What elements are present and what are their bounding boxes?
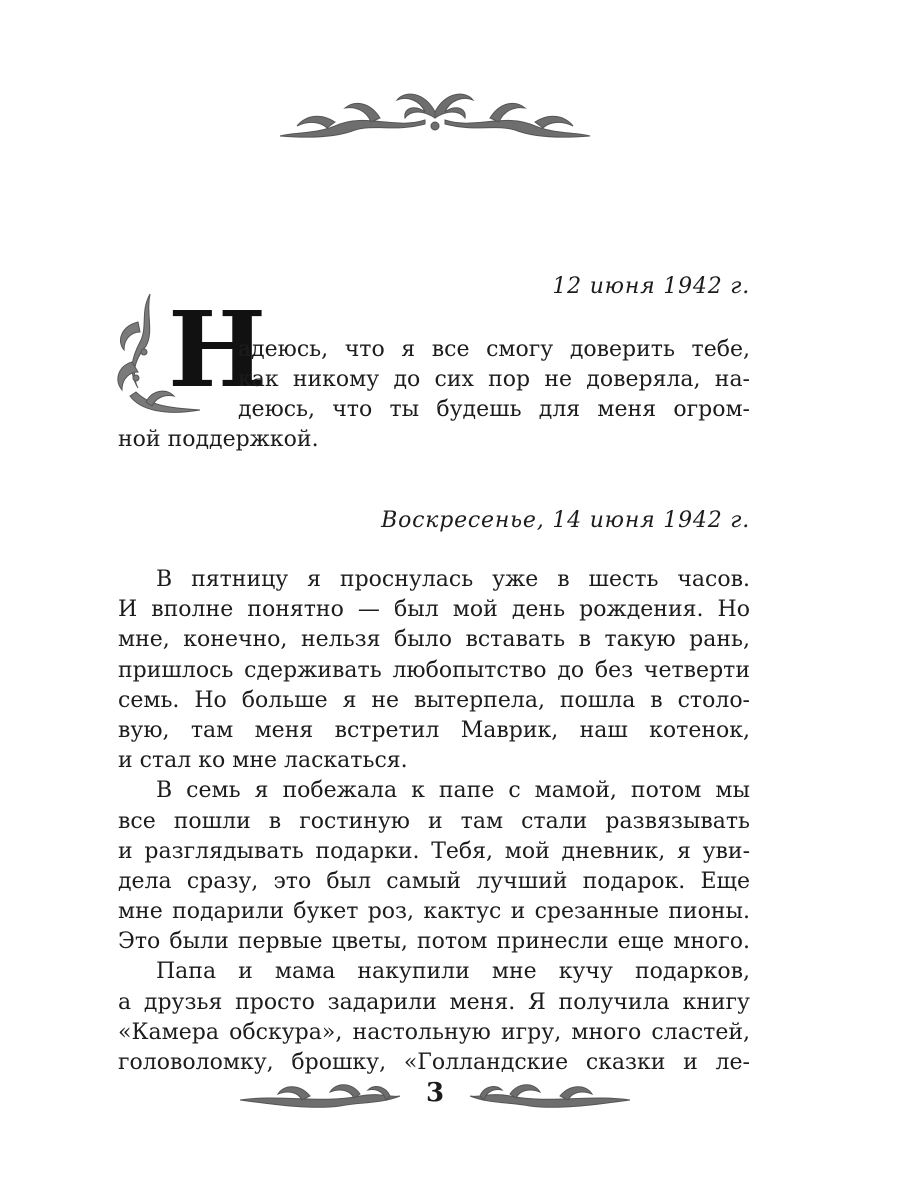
text-line: все пошли в гостиную и там стали развязывать — [118, 808, 750, 834]
text-line: ной поддержкой. — [118, 427, 319, 452]
text-line: семь. Но больше я не вытерпела, пошла в столо- — [118, 687, 750, 713]
text-line: головоломку, брошку, «Голландские сказки и ле- — [118, 1050, 750, 1075]
text-line: «Камера обскура», настольную игру, много сластей, — [118, 1019, 750, 1045]
text-line: В семь я побежала к папе с мамой, потом мы — [156, 778, 750, 804]
text-line: пришлось сдерживать любопытство до без четверти — [118, 657, 750, 683]
text-line: и стал ко мне ласкаться. — [118, 748, 408, 774]
text-line: мне подарили букет роз, кактус и срезанные пионы. — [118, 899, 750, 925]
entry1-paragraph — [118, 335, 750, 455]
text-line: мне, конечно, нельзя было вставать в такую рань, — [118, 627, 750, 653]
text-line: как никому до сих пор не доверяла, на- — [238, 367, 750, 392]
entry2-body — [118, 565, 750, 1078]
text-line: а друзья просто задарили меня. Я получила книгу — [118, 989, 750, 1015]
text-line: адеюсь, что я все смогу доверить тебе, — [238, 337, 750, 362]
text-line: В пятницу я проснулась уже в шесть часов. — [156, 567, 750, 592]
text-line: деюсь, что ты будешь для меня огром- — [238, 397, 750, 422]
top-ornament-icon — [275, 82, 595, 152]
text-line: вую, там меня встретил Маврик, наш котенок, — [118, 717, 750, 743]
text-line: Папа и мама накупили мне кучу подарков, — [156, 959, 750, 985]
text-line: Это были первые цветы, потом принесли еще много. — [118, 929, 750, 955]
page-number: 3 — [425, 1078, 445, 1108]
text-line: и разглядывать подарки. Тебя, мой дневник, я уви- — [118, 838, 750, 864]
entry-date: Воскресенье, 14 июня 1942 г. — [381, 508, 750, 533]
entry-date: 12 июня 1942 г. — [552, 274, 750, 299]
text-line: И вполне понятно — был мой день рождения. Но — [118, 597, 750, 623]
text-line: дела сразу, это был самый лучший подарок. Еще — [118, 868, 750, 894]
drop-cap-letter: Н — [168, 288, 267, 411]
